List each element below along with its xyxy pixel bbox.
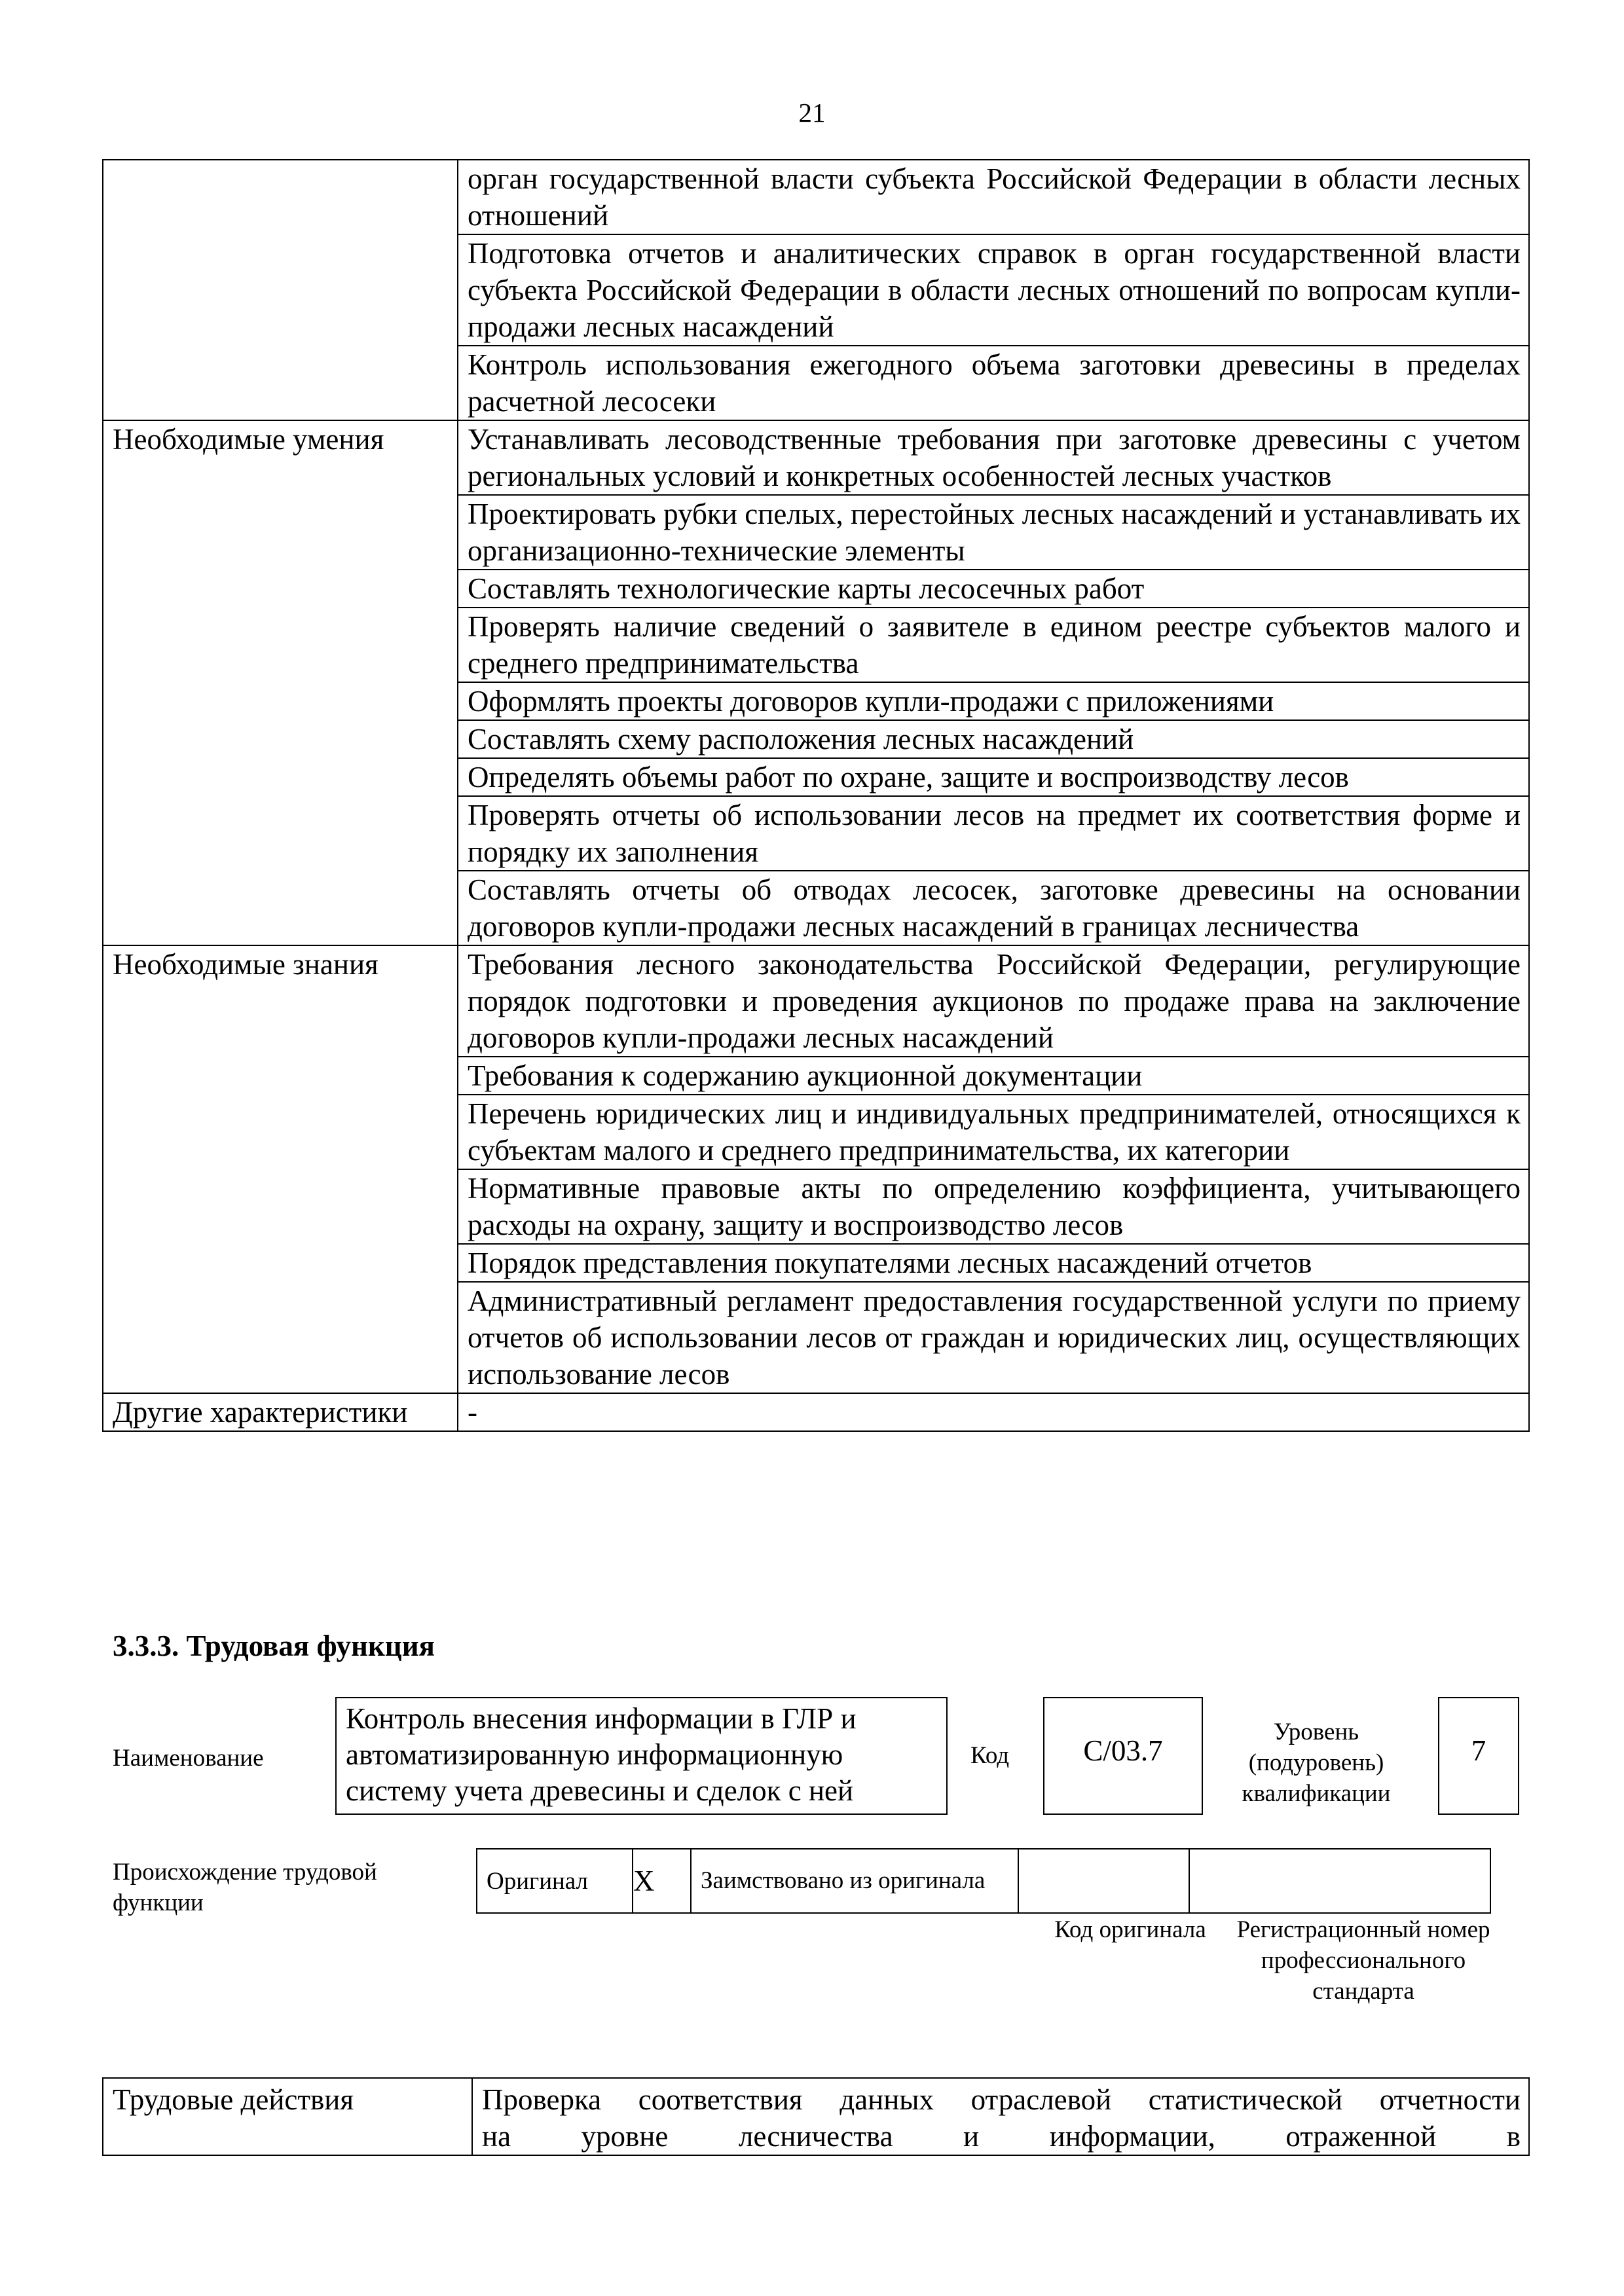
row-text: Устанавливать лесоводственные требования при заготовке древесины с учетом региональных условий и конкретных особенностей лесных участков — [458, 420, 1529, 495]
function-name-box: Контроль внесения информации в ГЛР и автоматизированную информационную систему учета древесины и сделок с ней — [335, 1697, 948, 1815]
row-text: Составлять технологические карты лесосечных работ — [458, 570, 1529, 608]
row-text: Составлять отчеты об отводах лесосек, заготовке древесины на основании договоров купли-продажи лесных насаждений в границах лесничества — [458, 871, 1529, 945]
qualification-level-label: Уровень (подуровень) квалификации — [1242, 1719, 1391, 1807]
row-text: Контроль использования ежегодного объема заготовки древесины в пределах расчетной лесосеки — [458, 346, 1529, 420]
row-text: Требования лесного законодательства Российской Федерации, регулирующие порядок подготовки и проведения аукционов по продаже права на заключение договоров купли-продажи лесных насаждений — [458, 945, 1529, 1057]
row-text: Требования к содержанию аукционной документации — [458, 1057, 1529, 1095]
labor-actions-label: Трудовые действия — [103, 2078, 472, 2155]
labor-actions-text — [472, 2078, 1529, 2155]
row-text: Определять объемы работ по охране, защите и воспроизводству лесов — [458, 758, 1529, 796]
name-label: Наименование — [113, 1745, 264, 1772]
page-number: 21 — [798, 98, 826, 128]
row-group-label: Другие характеристики — [103, 1393, 458, 1431]
origin-table — [476, 1848, 1491, 1914]
table-row — [103, 945, 1529, 1057]
original-mark-cell — [633, 1849, 691, 1913]
row-group-label — [103, 160, 458, 420]
row-text: Проектировать рубки спелых, перестойных лесных насаждений и устанавливать их организационно-технические элементы — [458, 495, 1529, 570]
row-group-label: Необходимые знания — [103, 945, 458, 1393]
row-text: Нормативные правовые акты по определению коэффициента, учитывающего расходы на охрану, защиту и воспроизводство лесов — [458, 1169, 1529, 1244]
row-text: Порядок представления покупателями лесных насаждений отчетов — [458, 1244, 1529, 1282]
original-code-caption: Код оригинала — [1054, 1916, 1206, 1943]
function-code-box: С/03.7 — [1043, 1697, 1203, 1815]
requirements-table — [102, 159, 1530, 1432]
row-text: Оформлять проекты договоров купли-продажи с приложениями — [458, 682, 1529, 720]
qualification-level-box: 7 — [1438, 1697, 1519, 1815]
row-text: орган государственной власти субъекта Российской Федерации в области лесных отношений — [458, 160, 1529, 234]
row-text: Подготовка отчетов и аналитических справок в орган государственной власти субъекта Российской Федерации в области лесных отношений по вопросам купли-продажи лесных насаждений — [458, 234, 1529, 346]
table-row — [103, 420, 1529, 495]
row-text: Перечень юридических лиц и индивидуальных предпринимателей, относящихся к субъектам малого и среднего предпринимательства, их категории — [458, 1095, 1529, 1169]
labor-actions-line1: Проверка соответствия данных отраслевой статистической отчетности — [482, 2083, 1521, 2116]
table-row — [103, 1393, 1529, 1431]
row-text: Административный регламент предоставления государственной услуги по приему отчетов об использовании лесов от граждан и юридических лиц, осуществляющих использование лесов — [458, 1282, 1529, 1393]
borrowed-label: Заимствовано из оригинала — [701, 1867, 986, 1894]
section-heading: 3.3.3. Трудовая функция — [113, 1630, 435, 1662]
borrowed-cell — [691, 1849, 1018, 1913]
registration-number-caption: Регистрационный номер профессионального стандарта — [1236, 1916, 1490, 2005]
row-text: - — [458, 1393, 1529, 1431]
code-label: Код — [970, 1742, 1010, 1769]
labor-actions-line2: на уровне лесничества и информации, отраженной в — [482, 2120, 1521, 2153]
original-label: Оригинал — [487, 1867, 589, 1895]
origin-label: Происхождение трудовой функции — [113, 1859, 377, 1916]
original-code-cell — [1018, 1849, 1189, 1913]
row-text: Проверять отчеты об использовании лесов на предмет их соответствия форме и порядку их заполнения — [458, 796, 1529, 871]
original-mark: X — [633, 1865, 655, 1897]
registration-number-cell — [1189, 1849, 1490, 1913]
original-cell — [477, 1849, 633, 1913]
table-row — [103, 160, 1529, 234]
row-text: Проверять наличие сведений о заявителе в едином реестре субъектов малого и среднего предпринимательства — [458, 608, 1529, 682]
row-group-label: Необходимые умения — [103, 420, 458, 945]
labor-actions-table — [102, 2077, 1530, 2156]
row-text: Составлять схему расположения лесных насаждений — [458, 720, 1529, 758]
